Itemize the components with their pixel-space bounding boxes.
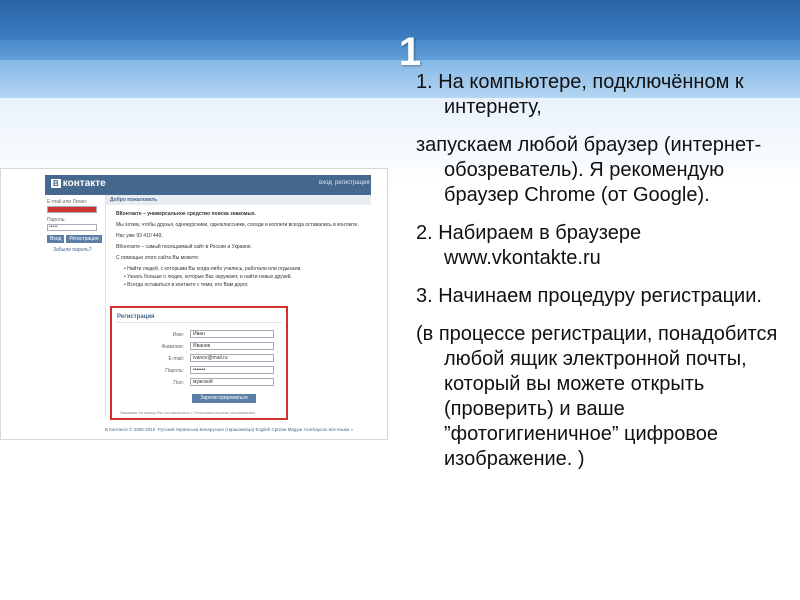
vk-welcome-header: Добро пожаловать	[106, 195, 371, 205]
vk-registration-divider	[116, 322, 282, 323]
vk-registration-note: Нажимая на кнопку Вы соглашаетесь с Пользовательским соглашением.	[120, 410, 256, 415]
vk-reg-label: Пол:	[173, 380, 184, 386]
vk-registration-box	[110, 306, 288, 420]
vk-footer	[105, 427, 353, 432]
vk-language-links: Русский Українська Беларуская (тарашкевіца) English Српски Magyar Azərbaycan все языки »	[157, 427, 353, 432]
vk-logo-badge: B	[53, 179, 59, 188]
vk-main-line: ВКонтакте – универсальное средство поиска знакомых.	[116, 211, 256, 217]
vk-reg-row-email	[112, 354, 288, 364]
vk-submit-registration-button: Зарегистрироваться	[192, 394, 256, 403]
vk-logo-text: контакте	[62, 178, 106, 189]
vk-forgot-link: Забыли пароль?	[53, 247, 92, 253]
vk-main-line: • Узнать больше о людях, которые Вас окружают, и найти новых друзей.	[124, 274, 292, 280]
vk-copyright: В Контакте © 2006-2010	[105, 427, 156, 432]
instruction-list	[416, 70, 800, 485]
vk-logo	[51, 178, 106, 189]
vk-reg-label: E-mail:	[168, 356, 184, 362]
vk-login-link: вход	[319, 180, 332, 186]
vk-password-reg-field: •••••••	[190, 366, 274, 374]
vk-login-button: Вход	[47, 235, 64, 243]
vk-main-line: Нас уже 93 410 449.	[116, 233, 163, 239]
vk-main-line: ВКонтакте – самый посещаемый сайт в России и Украине.	[116, 244, 253, 250]
vk-email-reg-field: ivanov@mail.ru	[190, 354, 274, 362]
vk-main-line: • Найти людей, с которыми Вы когда-либо учились, работали или отдыхали.	[124, 266, 302, 272]
vk-reg-label: Имя:	[172, 332, 184, 338]
vk-top-bar	[45, 175, 371, 195]
vk-password-label: Пароль:	[47, 217, 66, 223]
vk-last-name-field: Иванов	[190, 342, 274, 350]
vk-main-line: • Всегда оставаться в контакте с теми, кто Вам дорог.	[124, 282, 249, 288]
vk-gender-select: мужской	[190, 378, 274, 386]
vk-reg-row-gender	[112, 378, 288, 388]
vk-reg-row-last-name	[112, 342, 288, 352]
vk-register-button: Регистрация	[66, 235, 101, 243]
vk-login-sidebar	[45, 195, 103, 295]
vk-main-line: С помощью этого сайта Вы можете:	[116, 255, 200, 261]
vk-register-link: регистрация	[335, 180, 370, 186]
vk-password-field: •••••	[47, 224, 97, 231]
vk-first-name-field: Иван	[190, 330, 274, 338]
instruction-launch-browser: запускаем любой браузер (интернет- обозреватель). Я рекомендую браузер Chrome (от Google).	[416, 134, 762, 206]
vk-reg-row-password	[112, 366, 288, 376]
vk-email-label: E-mail или Логин:	[47, 199, 88, 205]
instruction-step-1: 1. На компьютере, подключённом к интернету,	[416, 71, 744, 118]
slide-title: 1	[398, 30, 422, 74]
vk-email-field	[47, 206, 97, 213]
vk-reg-row-first-name	[112, 330, 288, 340]
instruction-note: (в процессе регистрации, понадобится любой ящик электронной почты, который вы можете открыть (проверить) и ваше ”фотогигиеничное” цифровое изображение. )	[416, 323, 778, 470]
vk-reg-label: Фамилия:	[161, 344, 184, 350]
vk-reg-label: Пароль:	[165, 368, 184, 374]
instruction-step-2: 2. Набираем в браузере www.vkontakte.ru	[416, 222, 642, 269]
vk-main-line: Мы хотим, чтобы друзья, однокурсники, одноклассники, соседи и коллеги всегда оставались в контакте.	[116, 222, 359, 228]
vk-registration-title: Регистрация	[117, 314, 155, 320]
instruction-step-3: 3. Начинаем процедуру регистрации.	[416, 285, 762, 307]
